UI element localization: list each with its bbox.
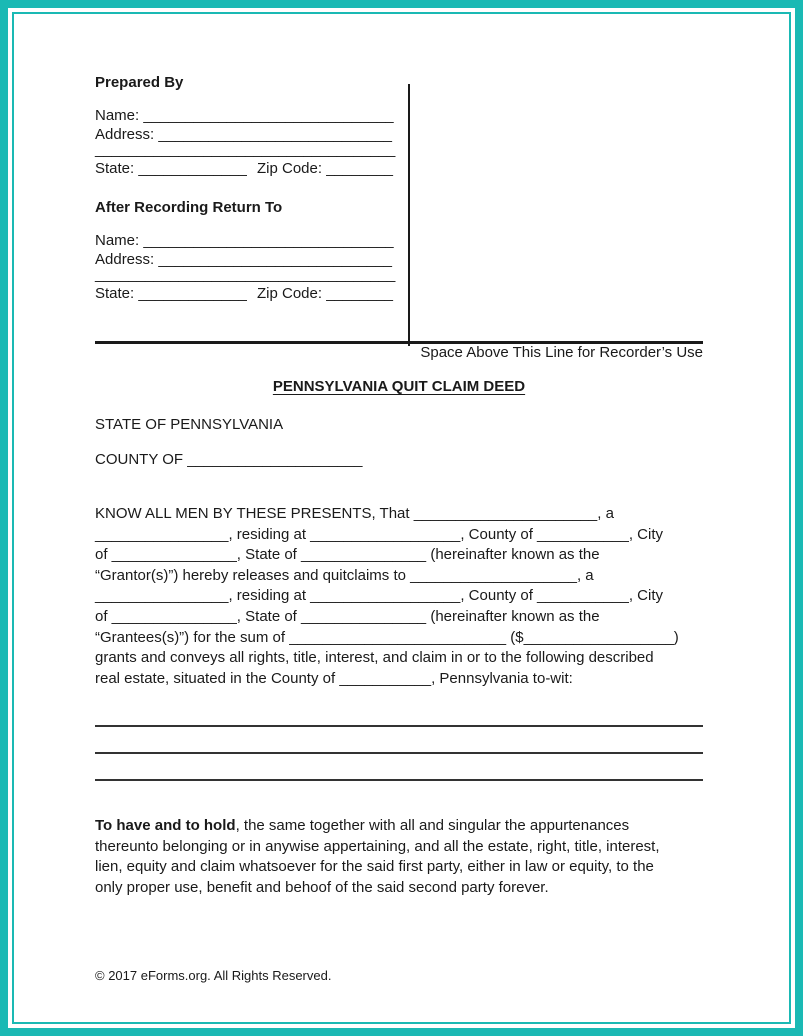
deed-body-paragraph [95,504,711,689]
habendum-paragraph [95,816,711,898]
name-row [95,106,415,125]
property-description-line-1[interactable] [95,725,703,727]
address-blank[interactable]: ____________________________ [158,251,392,268]
deed-body-line: grants and conveys all rights, title, interest, and claim in or to the following described [95,649,654,667]
habendum-line: thereunto belonging or in anywise appertaining, and all the estate, right, title, interest, [95,837,660,855]
state-blank[interactable]: _____________ [138,160,247,177]
deed-body-line: “Grantor(s)”) hereby releases and quitclaims to ____________________, a [95,566,594,584]
deed-body-line: ________________, residing at __________________, County of ___________, City [95,587,663,605]
address-label: Address: [95,126,155,143]
property-description-line-2[interactable] [95,752,703,754]
page-inner-border [12,12,791,1024]
name-blank[interactable]: ______________________________ [143,107,394,124]
property-description-line-3[interactable] [95,779,703,781]
name-row [95,231,415,250]
habendum-lead: To have and to hold [95,817,236,834]
state-blank[interactable]: _____________ [138,285,247,302]
after-recording-heading: After Recording Return To [95,199,283,216]
state-heading: STATE OF PENNSYLVANIA [95,416,284,433]
zip-label: Zip Code: [257,160,323,177]
deed-body-line: “Grantees(s)”) for the sum of __________________________ ($__________________) [95,628,679,646]
deed-body-line: real estate, situated in the County of ___________, Pennsylvania to-wit: [95,669,573,687]
deed-title: PENNSYLVANIA QUIT CLAIM DEED [272,378,526,395]
state-zip-row [95,284,415,303]
deed-body-line: ________________, residing at __________________, County of ___________, City [95,525,663,543]
recorder-note: Space Above This Line for Recorder’s Use [420,344,703,361]
state-label: State: [95,160,135,177]
address-overflow-blank[interactable]: ____________________________________ [95,266,396,283]
deed-body-line: KNOW ALL MEN BY THESE PRESENTS, That ______________________, a [95,505,614,522]
county-label: COUNTY OF [95,451,184,468]
county-row [95,451,362,468]
after-recording-section [95,198,415,303]
zip-blank[interactable]: ________ [326,160,393,177]
county-blank[interactable]: _____________________ [187,451,363,468]
state-zip-row [95,159,415,178]
address-overflow-blank[interactable]: ____________________________________ [95,141,396,158]
habendum-line: lien, equity and claim whatsoever for the said first party, either in law or equity, to the [95,858,654,876]
zip-label: Zip Code: [257,285,323,302]
prepared-by-heading: Prepared By [95,74,184,91]
prepared-by-section [95,73,415,178]
name-label: Name: [95,232,140,249]
state-label: State: [95,285,135,302]
address-blank[interactable]: ____________________________ [158,126,392,143]
habendum-line: To have and to hold, the same together with all and singular the appurtenances [95,817,630,834]
copyright-text: © 2017 eForms.org. All Rights Reserved. [95,968,332,983]
address-label: Address: [95,251,155,268]
address-overflow-row [95,266,415,284]
deed-body-line: of _______________, State of _______________ (hereinafter known as the [95,546,600,564]
address-overflow-row [95,141,415,159]
deed-body-line: of _______________, State of _______________ (hereinafter known as the [95,607,600,625]
name-blank[interactable]: ______________________________ [143,232,394,249]
zip-blank[interactable]: ________ [326,285,393,302]
name-label: Name: [95,107,140,124]
recorder-box-vertical-line [408,84,410,346]
habendum-line: only proper use, benefit and behoof of the said second party forever. [95,878,549,896]
